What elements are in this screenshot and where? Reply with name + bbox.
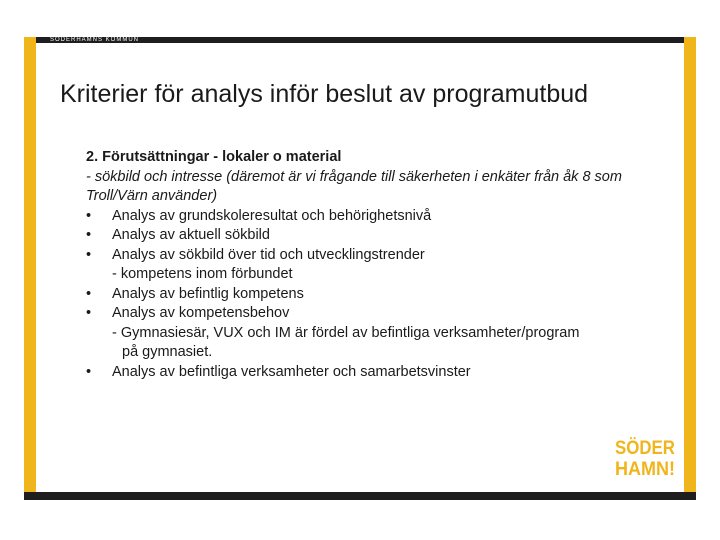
- bullet-text: Analys av befintliga verksamheter och samarbetsvinster: [112, 363, 471, 380]
- soderhamn-logo: [614, 434, 676, 478]
- frame-bottom-border: [24, 492, 696, 500]
- bullet-item: [86, 226, 656, 246]
- bullet-subtext: - kompetens inom förbundet: [112, 266, 293, 282]
- bullet-marker: •: [86, 285, 92, 302]
- section-heading: 2. Förutsättningar - lokaler o material: [86, 149, 342, 165]
- logo-line-2: HAMN!: [615, 459, 675, 478]
- section-note: - sökbild och intresse (däremot är vi frågande till säkerheten i enkäter från åk 8 som Troll/Värn använder): [86, 168, 622, 204]
- frame-right-border: [684, 37, 696, 500]
- bullet-subtext-continued: på gymnasiet.: [122, 344, 213, 360]
- logo-line-1: SÖDER: [615, 438, 676, 459]
- organization-label: SÖDERHAMNS KOMMUN: [50, 37, 140, 43]
- bullet-marker: •: [86, 363, 92, 380]
- bullet-item: [86, 207, 656, 227]
- bullet-marker: •: [86, 207, 92, 224]
- slide-title: Kriterier för analys inför beslut av programutbud: [60, 80, 589, 108]
- bullet-text: Analys av sökbild över tid och utvecklingstrender: [112, 246, 425, 263]
- bullet-text: Analys av befintlig kompetens: [112, 285, 304, 302]
- bullet-item: [86, 246, 656, 266]
- bullet-marker: •: [86, 246, 92, 263]
- bullet-item: [86, 285, 656, 305]
- bullet-text: Analys av grundskoleresultat och behörighetsnivå: [112, 207, 432, 224]
- bullet-marker: •: [86, 227, 92, 243]
- slide-content: [86, 148, 656, 382]
- bullet-text: Analys av kompetensbehov: [112, 305, 290, 321]
- frame-left-border: [24, 37, 36, 500]
- bullet-subtext: - Gymnasiesär, VUX och IM är fördel av befintliga verksamheter/program: [112, 324, 580, 341]
- bullet-item: [86, 304, 656, 324]
- bullet-text: Analys av aktuell sökbild: [112, 227, 270, 243]
- bullet-marker: •: [86, 305, 92, 321]
- bullet-item: [86, 363, 656, 383]
